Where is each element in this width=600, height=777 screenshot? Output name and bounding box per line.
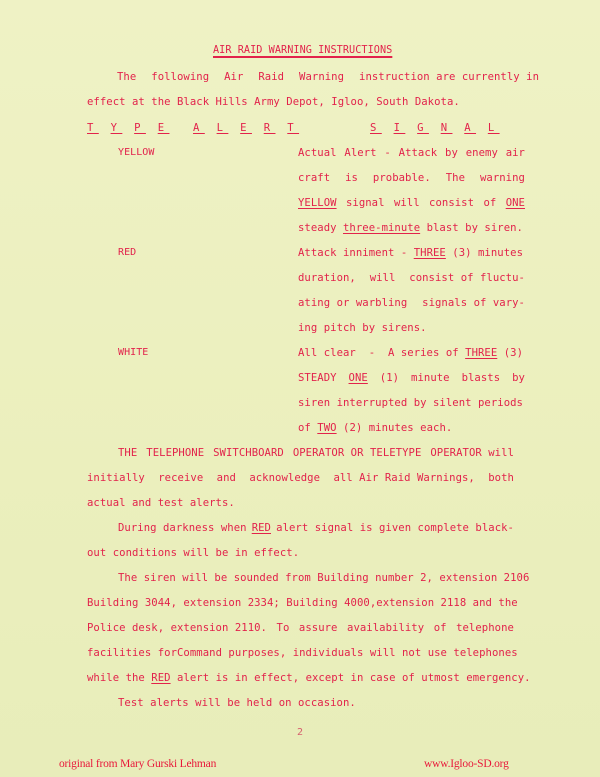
document-title: AIR RAID WARNING INSTRUCTIONS [213,45,393,56]
white-signal-line-3: siren interrupted by silent periods [298,397,523,409]
intro-line-1: The following Air Raid Warning instruction are currently in [117,71,539,83]
intro-line-2: effect at the Black Hills Army Depot, Igloo, South Dakota. [87,96,460,108]
paragraph-2-line-1: During darkness when RED alert signal is given complete black- [118,522,514,534]
alert-type-yellow: YELLOW [118,147,155,158]
paragraph-4-line-1: Test alerts will be held on occasion. [118,697,356,709]
red-signal-line-4: ing pitch by sirens. [298,322,427,334]
white-signal-line-4: of TWO (2) minutes each. [298,422,453,434]
yellow-signal-line-2: craft is probable. The warning [298,172,525,184]
column-header-type-alert: T Y P E A L E R T [87,122,300,134]
alert-type-red: RED [118,247,137,258]
paragraph-3-line-2: Building 3044, extension 2334; Building 4000, extension 2118 and the [87,597,518,609]
red-signal-line-2: duration, will consist of fluctu- [298,272,525,284]
white-signal-line-2: STEADY ONE (1) minute blasts by [298,372,525,384]
paragraph-1-line-1: THE TELEPHONE SWITCHBOARD OPERATOR OR TELETYPE OPERATOR will [118,447,514,459]
paragraph-2-line-2: out conditions will be in effect. [87,547,300,559]
footer-credit: original from Mary Gurski Lehman [59,758,217,770]
yellow-signal-line-4: steady three-minute blast by siren. [298,222,523,234]
paragraph-1-line-2: initially receive and acknowledge all Air Raid Warnings, both [87,472,514,484]
page-number: 2 [297,727,304,738]
yellow-signal-line-3: YELLOW signal will consist of ONE [298,197,525,209]
paragraph-3-line-4: facilities for Command purposes, individuals will not use telephones [87,647,518,659]
paragraph-3-line-5: while the RED alert is in effect, except in case of utmost emergency. [87,672,531,684]
white-signal-line-1: All clear - A series of THREE (3) [298,347,523,359]
alert-type-white: WHITE [118,347,149,358]
red-signal-line-3: ating or warbling signals of vary- [298,297,525,309]
red-signal-line-1: Attack inniment - THREE (3) minutes [298,247,523,259]
paragraph-3-line-3: Police desk, extension 2110. To assure availability of telephone [87,622,514,634]
footer-website-link[interactable]: www.Igloo-SD.org [424,758,509,770]
paragraph-3-line-1: The siren will be sounded from Building number 2, extension 2106 [118,572,530,584]
paragraph-1-line-3: actual and test alerts. [87,497,235,509]
yellow-signal-line-1: Actual Alert - Attack by enemy air [298,147,525,159]
column-header-signal: S I G N A L [370,122,500,134]
